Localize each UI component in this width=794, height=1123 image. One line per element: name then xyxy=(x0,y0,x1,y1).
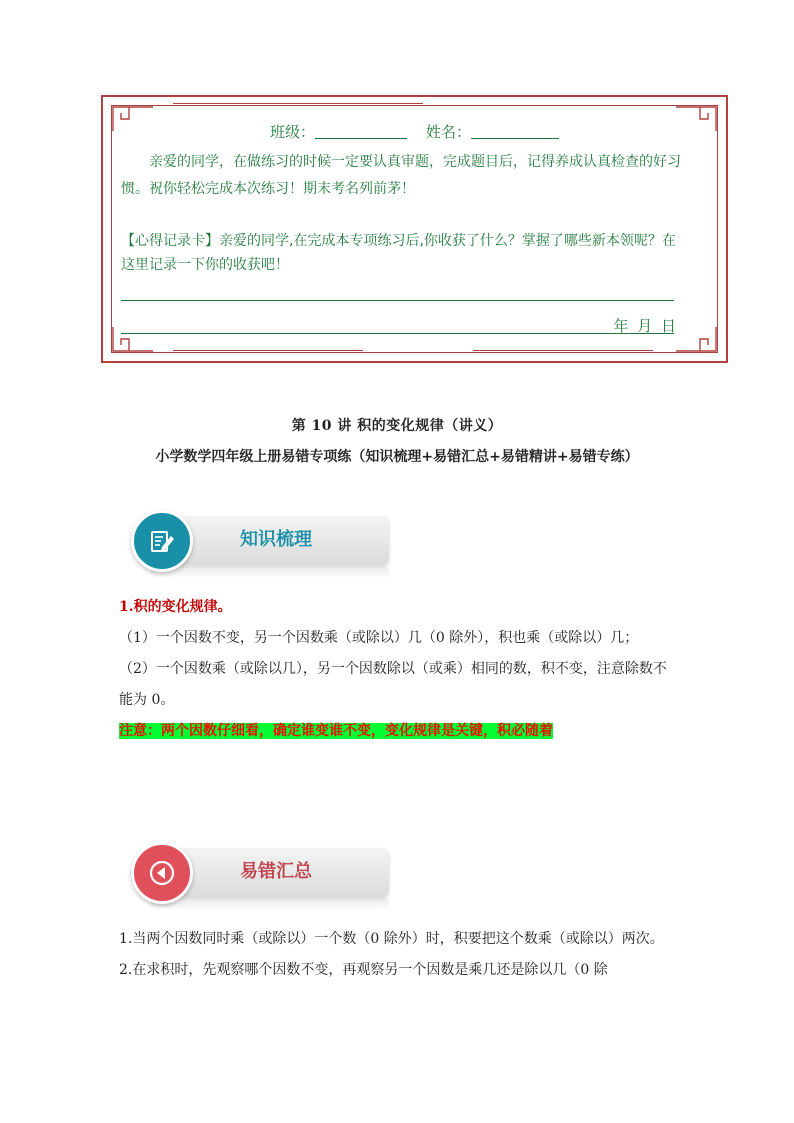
class-label: 班级： xyxy=(269,123,315,141)
top-frame-line xyxy=(173,103,423,104)
bottom-frame-line-right xyxy=(473,350,653,351)
date-text: 年 月 日 xyxy=(613,317,678,335)
highlight-note: 注意：两个因数仔细看，确定谁变谁不变，变化规律是关键，积必随着 xyxy=(119,723,553,739)
banner-reflection xyxy=(151,566,389,578)
banner-circle xyxy=(131,510,193,572)
section-banner-knowledge xyxy=(121,506,393,582)
section-banner-mistakes xyxy=(121,838,393,914)
record-line-2[interactable] xyxy=(121,333,674,334)
record-line-1[interactable] xyxy=(121,300,674,301)
rule-item-1: （1）一个因数不变，另一个因数乘（或除以）几（0 除外），积也乘（或除以）几； xyxy=(119,630,639,646)
name-blank[interactable] xyxy=(471,123,559,139)
lecture-subtitle: 小学数学四年级上册易错专项练（知识梳理+易错汇总+易错精讲+易错专练） xyxy=(155,449,639,465)
knowledge-content xyxy=(119,592,679,747)
mistakes-content xyxy=(119,924,679,986)
corner-ornament-bottom-left xyxy=(107,321,155,357)
greeting-card xyxy=(101,95,728,363)
notepad-pen-icon xyxy=(148,527,176,555)
lecture-title: 第 10 讲 积的变化规律（讲义） xyxy=(291,418,503,434)
record-card-text: 【心得记录卡】亲爱的同学,在完成本专项练习后,你收获了什么？掌握了哪些新本领呢？在这里记录一下你的收获吧！ xyxy=(121,233,676,273)
banner-reflection xyxy=(151,898,389,910)
mistake-item-2: 2.在求积时，先观察哪个因数不变，再观察另一个因数是乘几还是除以几（0 除 xyxy=(119,962,608,978)
class-name-row xyxy=(103,121,726,142)
banner-circle xyxy=(131,842,193,904)
bottom-frame-line-left xyxy=(173,350,363,351)
greeting-text: 亲爱的同学，在做练习的时候一定要认真审题，完成题目后，记得养成认真检查的好习惯。祝你轻松完成本次练习！期末考名列前茅！ xyxy=(121,154,681,197)
name-label: 姓名： xyxy=(426,123,472,141)
corner-ornament-bottom-right xyxy=(674,321,722,357)
rule-item-2: （2）一个因数乘（或除以几），另一个因数除以（或乘）相同的数，积不变，注意除数不能为 0。 xyxy=(119,661,667,708)
banner-label: 易错汇总 xyxy=(240,861,312,882)
mistake-item-1: 1.当两个因数同时乘（或除以）一个数（0 除外）时，积要把这个数乘（或除以）两次。 xyxy=(119,931,664,947)
play-back-icon xyxy=(148,859,176,887)
class-blank[interactable] xyxy=(315,123,407,139)
banner-label: 知识梳理 xyxy=(240,529,312,550)
rule-heading: 1.积的变化规律。 xyxy=(119,599,232,615)
